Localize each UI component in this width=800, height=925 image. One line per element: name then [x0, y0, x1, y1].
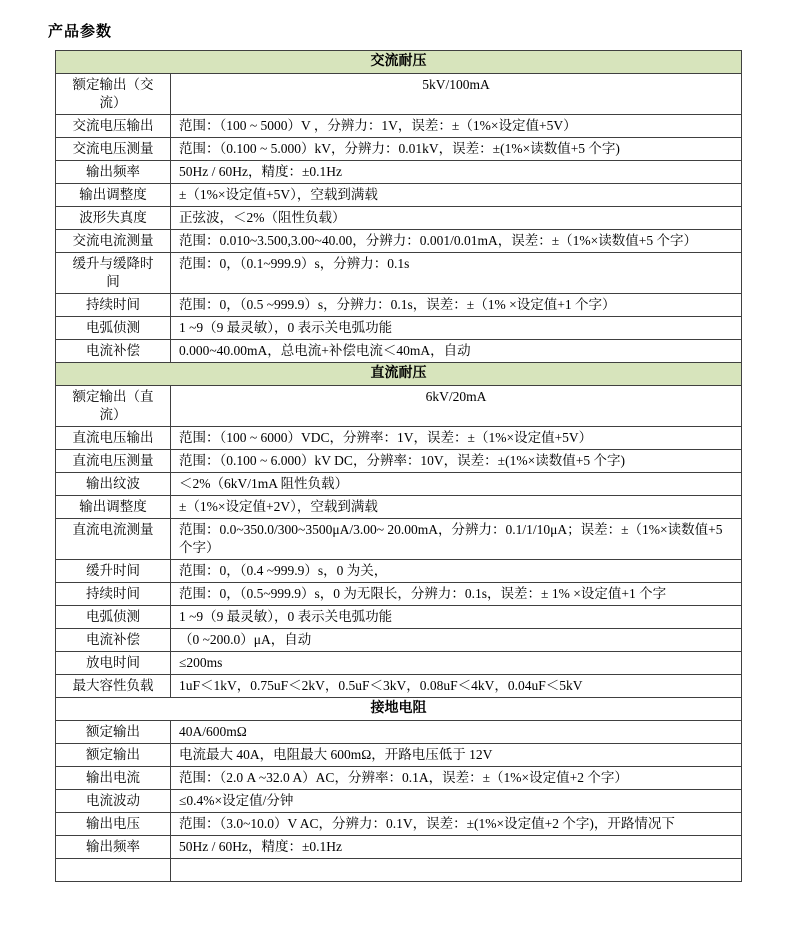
section-header-row	[56, 698, 742, 721]
section-header: 接地电阻	[56, 698, 742, 721]
param-row	[56, 519, 742, 560]
param-label: 交流电压输出	[56, 115, 171, 138]
param-value: 1 ~9（9 最灵敏），0 表示关电弧功能	[171, 317, 742, 340]
param-value: 范围：（3.0~10.0）V AC，分辨力：0.1V，误差：±(1%×设定值+2 个字)，开路情况下	[171, 813, 742, 836]
param-value: 范围：（100 ~ 6000）VDC，分辨率：1V，误差：±（1%×设定值+5V）	[171, 427, 742, 450]
param-label: 交流电流测量	[56, 230, 171, 253]
param-row	[56, 115, 742, 138]
param-row	[56, 473, 742, 496]
param-value: ±（1%×设定值+5V），空载到满载	[171, 184, 742, 207]
param-value: 正弦波，＜2%（阻性负载）	[171, 207, 742, 230]
param-label	[56, 859, 171, 882]
param-row	[56, 386, 742, 427]
param-value: 范围：（0.100 ~ 5.000）kV，分辨力：0.01kV，误差：±(1%×读数值+5 个字)	[171, 138, 742, 161]
param-row	[56, 184, 742, 207]
param-value	[171, 859, 742, 882]
param-value: 范围：（2.0 A ~32.0 A）AC，分辨率：0.1A，误差：±（1%×设定值+2 个字）	[171, 767, 742, 790]
param-value: 50Hz / 60Hz，精度：±0.1Hz	[171, 161, 742, 184]
param-label: 持续时间	[56, 583, 171, 606]
spec-table	[55, 50, 742, 882]
param-value: 电流最大 40A，电阻最大 600mΩ，开路电压低于 12V	[171, 744, 742, 767]
param-value: 范围：0，（0.5 ~999.9）s，分辨力：0.1s，误差：±（1% ×设定值+1 个字）	[171, 294, 742, 317]
spec-table-body	[56, 51, 742, 882]
param-row	[56, 675, 742, 698]
param-row	[56, 427, 742, 450]
param-value: 1uF＜1kV，0.75uF＜2kV，0.5uF＜3kV，0.08uF＜4kV，0.04uF＜5kV	[171, 675, 742, 698]
param-label: 输出电流	[56, 767, 171, 790]
param-value: 1 ~9（9 最灵敏），0 表示关电弧功能	[171, 606, 742, 629]
param-row	[56, 161, 742, 184]
param-label: 直流电流测量	[56, 519, 171, 560]
param-label: 放电时间	[56, 652, 171, 675]
param-row	[56, 294, 742, 317]
param-row	[56, 744, 742, 767]
param-value: （0 ~200.0）μA，自动	[171, 629, 742, 652]
param-label: 电弧侦测	[56, 606, 171, 629]
param-row	[56, 496, 742, 519]
param-label: 缓升时间	[56, 560, 171, 583]
param-label: 电流补偿	[56, 340, 171, 363]
param-row	[56, 721, 742, 744]
param-row	[56, 207, 742, 230]
page-title: 产品参数	[48, 24, 113, 40]
param-row	[56, 767, 742, 790]
param-row	[56, 836, 742, 859]
section-header-row	[56, 363, 742, 386]
param-value: 范围：0，（0.1~999.9）s，分辨力：0.1s	[171, 253, 742, 294]
param-value: ≤0.4%×设定值/分钟	[171, 790, 742, 813]
param-row	[56, 859, 742, 882]
param-label: 缓升与缓降时间	[56, 253, 171, 294]
param-value: 范围：0，（0.4 ~999.9）s，0 为关，	[171, 560, 742, 583]
param-row	[56, 340, 742, 363]
param-row	[56, 74, 742, 115]
param-value: 50Hz / 60Hz，精度：±0.1Hz	[171, 836, 742, 859]
param-label: 输出频率	[56, 836, 171, 859]
param-value: 0.000~40.00mA，总电流+补偿电流＜40mA，自动	[171, 340, 742, 363]
param-value: ＜2%（6kV/1mA 阻性负载）	[171, 473, 742, 496]
param-label: 额定输出	[56, 744, 171, 767]
param-value: 5kV/100mA	[171, 74, 742, 115]
param-label: 交流电压测量	[56, 138, 171, 161]
param-label: 最大容性负载	[56, 675, 171, 698]
param-label: 输出频率	[56, 161, 171, 184]
param-value: 范围：0.0~350.0/300~3500μA/3.00~ 20.00mA，分辨力：0.1/1/10μA；误差：±（1%×读数值+5 个字）	[171, 519, 742, 560]
param-label: 直流电压输出	[56, 427, 171, 450]
section-header: 直流耐压	[56, 363, 742, 386]
section-header: 交流耐压	[56, 51, 742, 74]
param-label: 电流补偿	[56, 629, 171, 652]
param-row	[56, 230, 742, 253]
param-label: 额定输出（直流）	[56, 386, 171, 427]
param-label: 电流波动	[56, 790, 171, 813]
param-label: 输出纹波	[56, 473, 171, 496]
param-value: ≤200ms	[171, 652, 742, 675]
param-row	[56, 813, 742, 836]
param-row	[56, 790, 742, 813]
param-label: 输出电压	[56, 813, 171, 836]
param-label: 额定输出（交流）	[56, 74, 171, 115]
param-label: 输出调整度	[56, 496, 171, 519]
param-value: 6kV/20mA	[171, 386, 742, 427]
param-row	[56, 583, 742, 606]
param-value: 40A/600mΩ	[171, 721, 742, 744]
param-value: 范围：（0.100 ~ 6.000）kV DC，分辨率：10V，误差：±(1%×读数值+5 个字)	[171, 450, 742, 473]
param-label: 波形失真度	[56, 207, 171, 230]
param-label: 输出调整度	[56, 184, 171, 207]
param-row	[56, 652, 742, 675]
param-row	[56, 606, 742, 629]
param-value: 范围：（100 ~ 5000）V ，分辨力：1V，误差：±（1%×设定值+5V）	[171, 115, 742, 138]
section-header-row	[56, 51, 742, 74]
param-label: 直流电压测量	[56, 450, 171, 473]
param-label: 电弧侦测	[56, 317, 171, 340]
param-value: 范围：0，（0.5~999.9）s，0 为无限长，分辨力：0.1s，误差：± 1% ×设定值+1 个字	[171, 583, 742, 606]
param-row	[56, 450, 742, 473]
param-label: 持续时间	[56, 294, 171, 317]
param-value: ±（1%×设定值+2V），空载到满载	[171, 496, 742, 519]
param-label: 额定输出	[56, 721, 171, 744]
param-row	[56, 253, 742, 294]
param-value: 范围：0.010~3.500,3.00~40.00，分辨力：0.001/0.01mA，误差：±（1%×读数值+5 个字）	[171, 230, 742, 253]
param-row	[56, 560, 742, 583]
param-row	[56, 317, 742, 340]
param-row	[56, 629, 742, 652]
param-row	[56, 138, 742, 161]
